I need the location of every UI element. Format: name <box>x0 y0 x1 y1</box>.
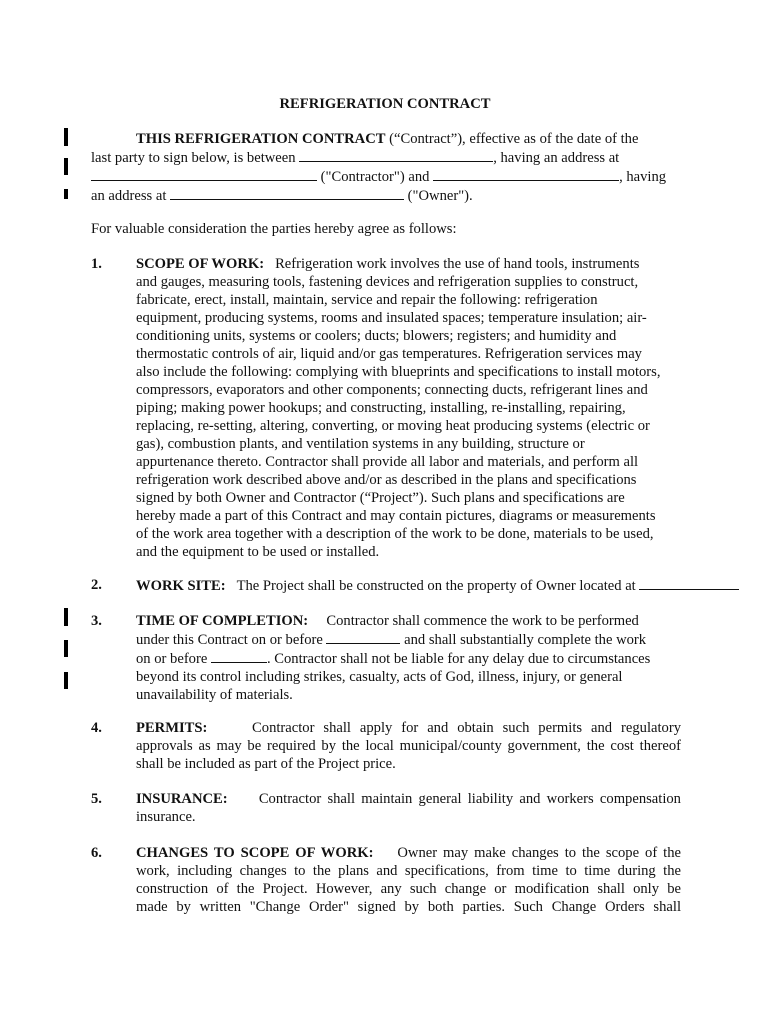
change-bar <box>64 672 68 689</box>
change-bar <box>64 189 68 199</box>
intro-lead: THIS REFRIGERATION CONTRACT <box>136 131 386 147</box>
party-name-blank[interactable] <box>299 148 493 162</box>
change-bar <box>64 608 68 626</box>
section-permits: 4. PERMITS: Contractor shall apply for and obtain such permits and regulatory approvals as may be required by the local municipal/county government, the cost thereof shall be included as part of the Project price. <box>91 720 681 772</box>
section-changes-to-scope: 6. CHANGES TO SCOPE OF WORK: Owner may make changes to the scope of the work, including changes to the plans and specifications, from time to time during the construction of the Project. However, any such change or modification shall only be made by written "Change Order" signed by both parties. Such Change Orders shall <box>91 845 682 915</box>
document-title: REFRIGERATION CONTRACT <box>279 96 491 112</box>
owner-address-blank[interactable] <box>170 186 404 200</box>
section-work-site: 2. WORK SITE: The Project shall be constructed on the property of Owner located at <box>91 576 770 595</box>
owner-name-blank[interactable] <box>433 167 619 181</box>
consideration-text: For valuable consideration the parties hereby agree as follows: <box>91 221 457 237</box>
property-location-blank[interactable] <box>639 576 739 590</box>
section-scope-of-work: 1. SCOPE OF WORK: Refrigeration work involves the use of hand tools, instruments and gauges, measuring tools, fastening devices and refrigeration supplies to construct, fabricate, erect, install, maintain, service and repair the following: refrigeration equipment, producing systems, rooms and insulated spaces; temperature insulation; air- conditioning units, systems or coolers; ducts; blowers; registers; and humidity and thermostatic controls of air, liquid and/or gas temperatures. Refrigeration services may also include the following: complying with blueprints and specifications to install motors, compressors, evaporators and other components; connecting ducts, refrigerant lines and piping; making power hookups; and constructing, installing, re-installing, repairing, replacing, re-setting, altering, converting, or moving heat producing systems (electric or gas), combustion plants, and ventilation systems in any building, structure or appurtenance thereto. Contractor shall provide all labor and materials, and perform all refrigeration work described above and/or as described in the plans and specifications signed by both Owner and Contractor (“Project”). Such plans and specifications are hereby made a part of this Contract and may contain pictures, diagrams or measurements of the work area together with a description of the work to be done, materials to be used, and the equipment to be used or installed. <box>91 256 661 560</box>
start-date-blank[interactable] <box>326 630 400 644</box>
change-bar <box>64 158 68 175</box>
change-bar <box>64 640 68 657</box>
intro-paragraph: THIS REFRIGERATION CONTRACT (“Contract”), effective as of the date of the last party to sign below, is between , having an address at ("Contractor") and , having an address at ("Owner"). <box>91 131 667 204</box>
contractor-address-blank[interactable] <box>91 167 317 181</box>
change-bar <box>64 128 68 146</box>
section-insurance: 5. INSURANCE: Contractor shall maintain general liability and workers compensation insurance. <box>91 791 681 825</box>
completion-date-blank[interactable] <box>211 649 267 663</box>
section-time-of-completion: 3. TIME OF COMPLETION: Contractor shall commence the work to be performed under this Contract on or before and shall substantially complete the work on or before . Contractor shall not be liable for any delay due to circumstances beyond its control including strikes, casualty, acts of God, illness, injury, or general unavailability of materials. <box>91 613 651 703</box>
